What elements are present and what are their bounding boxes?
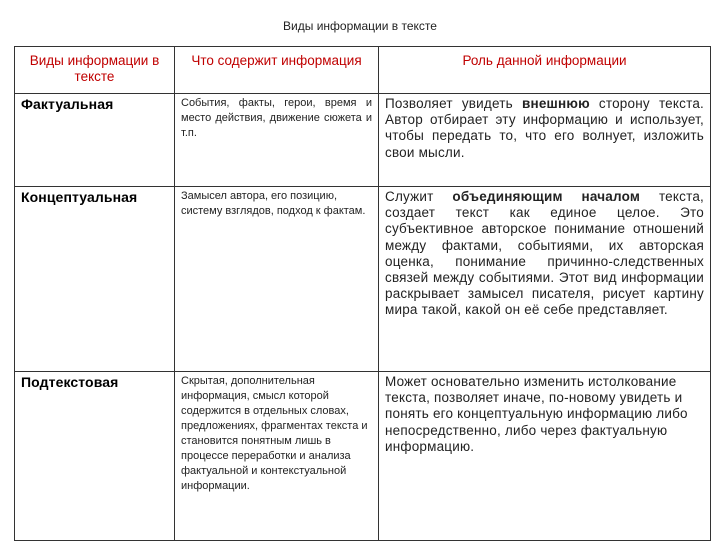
role-text: текста, создает текст как единое целое. Это субъективное авторское понимание отношений между фактами, событиями, их авторская оценка, понимание причинно-следственных связей между событиями. Этот вид информации раскрывает замысел писателя, рисует картину мира такой, какой он её себе представляет. <box>385 189 704 318</box>
table-row <box>15 94 711 187</box>
page-title: Виды информации в тексте <box>283 19 437 33</box>
role-cell-subtext: Может основательно изменить истолкование текста, позволяет иначе, по-новому увидеть и понять его концептуальную информацию либо непосредственно, либо через фактуальную информацию. <box>379 372 711 541</box>
role-emphasis: внешнюю <box>521 96 590 111</box>
content-cell-subtext: Скрытая, дополнительная информация, смысл которой содержится в отдельных словах, предложениях, фрагментах текста и становится понятным лишь в процессе переработки и анализа фактуальной и контекстуальной информации. <box>175 372 379 541</box>
table-row <box>15 372 711 541</box>
type-cell-factual: Фактуальная <box>15 94 175 187</box>
information-types-table <box>14 46 711 541</box>
role-cell-factual <box>379 94 711 187</box>
header-role: Роль данной информации <box>379 47 711 94</box>
header-types: Виды информации в тексте <box>15 47 175 94</box>
role-text: сторону текста. Автор отбирает эту информацию и использует, чтобы передать то, что его волнует, изложить свои мысли. <box>385 96 704 160</box>
content-cell-conceptual: Замысел автора, его позицию, систему взглядов, подход к фактам. <box>175 187 379 372</box>
role-text: Позволяет увидеть <box>385 96 522 111</box>
role-text: Служит <box>385 189 453 204</box>
table-row <box>15 187 711 372</box>
type-cell-subtext: Подтекстовая <box>15 372 175 541</box>
role-emphasis: объединяющим началом <box>452 189 641 204</box>
content-cell-factual: События, факты, герои, время и место действия, движение сюжета и т.п. <box>175 94 379 187</box>
header-content: Что содержит информация <box>175 47 379 94</box>
table-header-row <box>15 47 711 94</box>
type-cell-conceptual: Концептуальная <box>15 187 175 372</box>
role-cell-conceptual <box>379 187 711 372</box>
